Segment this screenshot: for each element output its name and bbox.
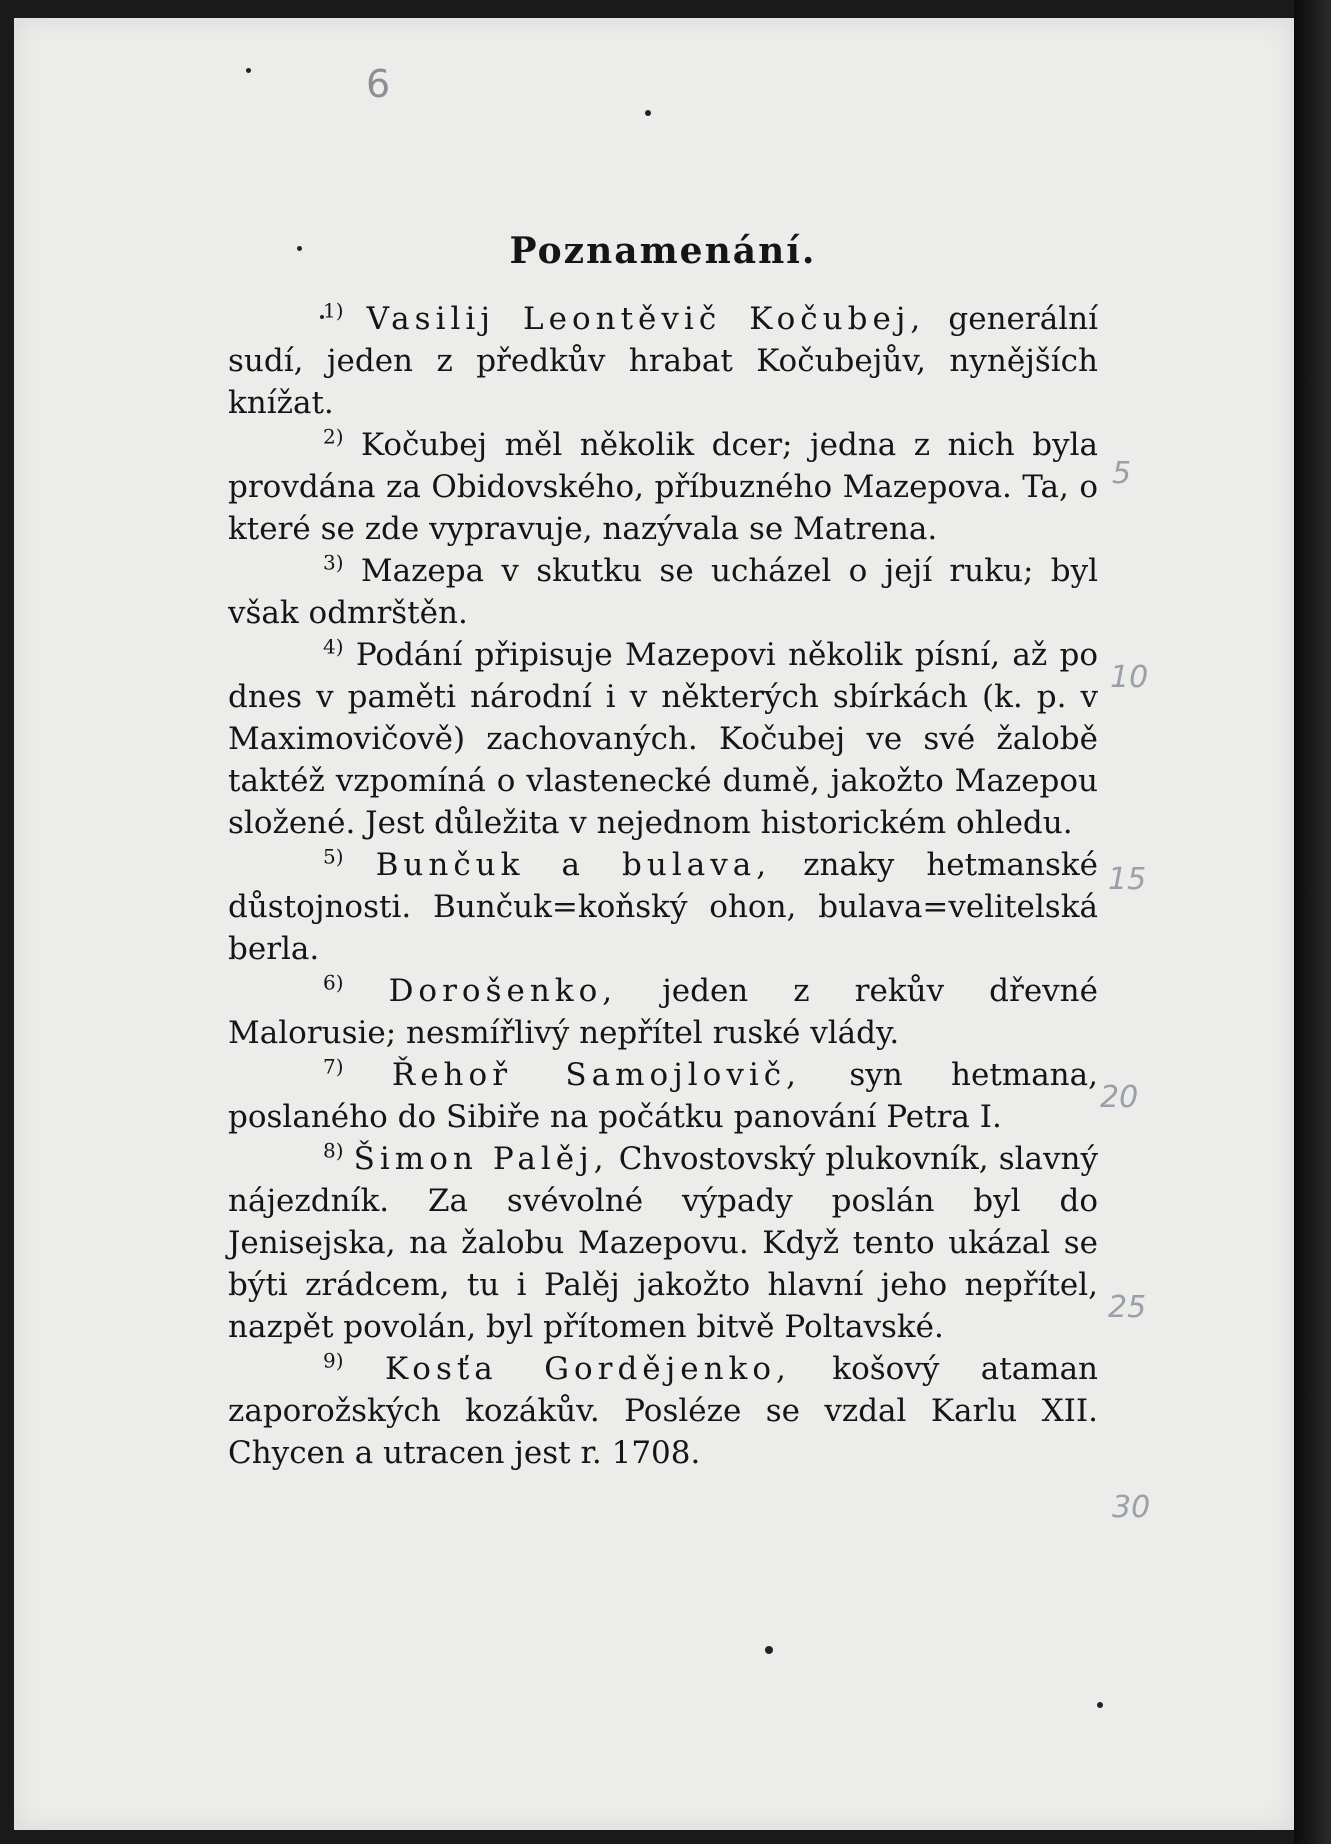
note-name: Bunčuk a bulava, <box>375 847 772 883</box>
speck <box>645 110 651 116</box>
note <box>228 550 1098 634</box>
note-number: 2) <box>323 424 344 449</box>
note-number: 8) <box>323 1138 344 1163</box>
note-name: Šimon Palěj, <box>353 1141 609 1177</box>
note-name: Dorošenko, <box>388 973 618 1009</box>
note-number: 7) <box>323 1054 344 1079</box>
note <box>228 970 1098 1054</box>
speck <box>1097 1702 1103 1708</box>
note <box>228 298 1098 424</box>
note-text: Chvostovský plukovník, slavný nájezdník. Za svévolné výpady poslán byl do Jenisejska, na žalobu Mazepovu. Když tento ukázal se býti zrádcem, tu i Palěj jakožto hlavní jeho nepřítel, nazpět povolán, byl přítomen bitvě Poltavské. <box>228 1141 1099 1345</box>
margin-line-number: 30 <box>1112 1490 1151 1525</box>
note-text: Podání připisuje Mazepovi několik písní, až po dnes v paměti národní i v některých sbírkách (k. p. v Maximovičově) zachovaných. Kočubej ve své žalobě taktéž vzpomíná o vlastenecké dumě, jakožto Mazepou složené. Jest důležita v nejednom historickém ohledu. <box>228 637 1099 841</box>
note <box>228 844 1098 970</box>
pencil-page-mark: 6 <box>366 62 391 106</box>
note-text: Kočubej měl několik dcer; jedna z nich byla provdána za Obidovského, příbuzného Mazepova. Ta, o které se zde vypravuje, nazývala se Matrena. <box>228 427 1098 547</box>
margin-line-number: 10 <box>1110 660 1149 695</box>
note-text: syn hetmana, poslaného do Sibiře na počátku panování Petra I. <box>228 1057 1098 1135</box>
note-number: 5) <box>323 844 344 869</box>
note-name: Kosťa Gordějenko, <box>384 1351 791 1387</box>
note <box>228 1138 1098 1348</box>
note-name: Řehoř Samojlovič, <box>391 1057 801 1093</box>
margin-line-number: 15 <box>1108 862 1147 897</box>
note-text: znaky hetmanské důstojnosti. Bunčuk=koňský ohon, bulava=velitelská berla. <box>228 847 1098 967</box>
note-name: Vasilij Leontěvič Kočubej, <box>366 301 926 337</box>
note-text: generální sudí, jeden z předkův hrabat Kočubejův, nynějších knížat. <box>228 301 1098 421</box>
note <box>228 424 1098 550</box>
note <box>228 634 1098 844</box>
speck <box>246 68 251 73</box>
note-text: jeden z rekův dřevné Malorusie; nesmířlivý nepřítel ruské vlády. <box>228 973 1098 1051</box>
margin-line-number: 25 <box>1108 1290 1147 1325</box>
note <box>228 1348 1098 1474</box>
note-number: 1) <box>323 298 344 323</box>
note <box>228 1054 1098 1138</box>
note-number: 4) <box>323 634 344 659</box>
note-number: 3) <box>323 550 344 575</box>
note-number: 9) <box>323 1348 344 1373</box>
page-edge-shadow <box>1294 0 1331 1844</box>
note-text: košový ataman zaporožských kozákův. Posléze se vzdal Karlu XII. Chycen a utracen jest r. 1708. <box>228 1351 1099 1471</box>
note-number: 6) <box>323 970 344 995</box>
notes-section <box>228 230 1098 1474</box>
page-title: Poznamenání. <box>509 230 817 272</box>
speck <box>765 1646 773 1654</box>
margin-line-number: 20 <box>1100 1080 1139 1115</box>
note-text: Mazepa v skutku se ucházel o její ruku; byl však odmrštěn. <box>228 553 1098 631</box>
margin-line-number: 5 <box>1112 456 1132 491</box>
